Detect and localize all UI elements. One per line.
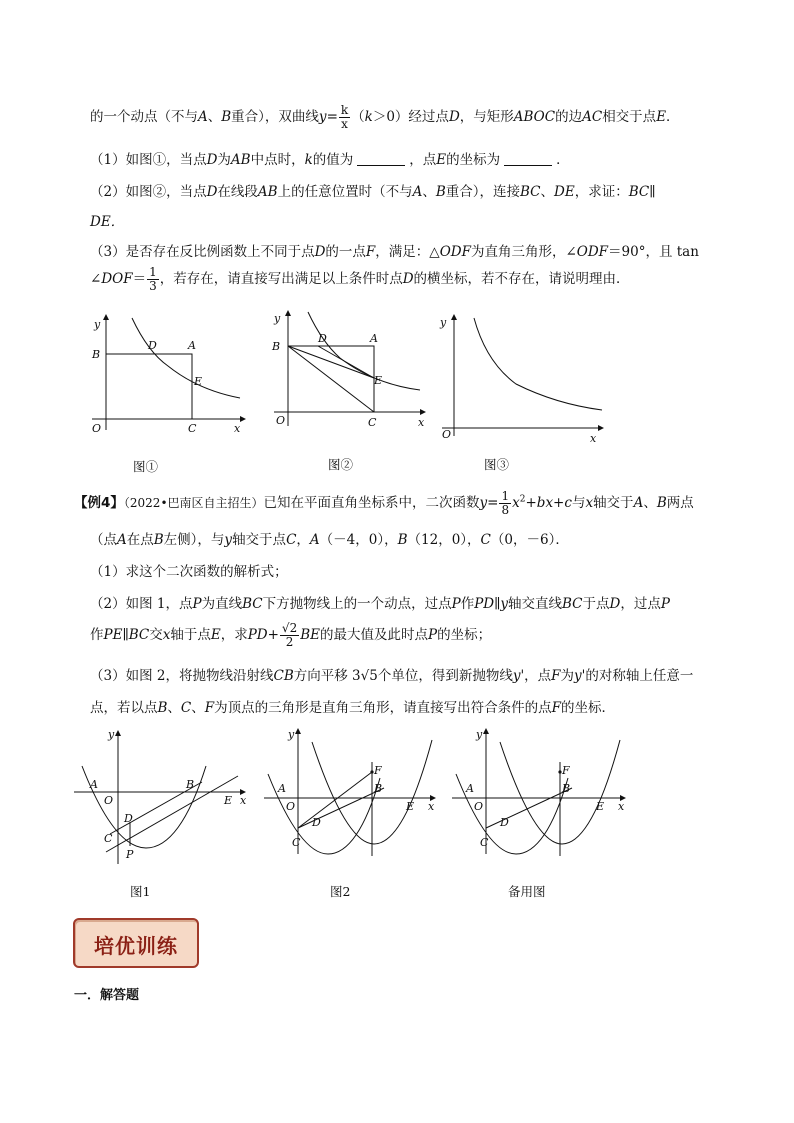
figure-2-caption: 图②	[328, 457, 354, 472]
svg-text:y: y	[274, 312, 281, 325]
svg-text:D: D	[124, 812, 133, 825]
svg-text:B: B	[562, 782, 571, 795]
fraction-k-over-x: $\frac{k}{x}$	[340, 103, 349, 131]
figure-1-diagram	[88, 312, 248, 434]
example-4-figure-3-caption: 备用图	[508, 884, 546, 899]
svg-text:E: E	[374, 374, 383, 387]
figure-3-diagram	[436, 312, 608, 444]
svg-text:y: y	[288, 728, 295, 741]
svg-text:A: A	[466, 782, 474, 795]
svg-text:P: P	[126, 848, 134, 861]
svg-text:D: D	[500, 816, 509, 829]
svg-text:O: O	[286, 800, 296, 813]
svg-text:x: x	[590, 432, 597, 444]
svg-text:x: x	[418, 416, 425, 429]
example-4-figure-1-caption: 图1	[130, 884, 151, 899]
figure-1-caption: 图①	[133, 459, 159, 474]
svg-text:C: C	[104, 832, 113, 845]
question-3: （3）是否存在反比例函数上不同于点D的一点F，满足：△ODF为直角三角形，∠ODF＝90°，且 tan	[90, 244, 699, 260]
answer-blank	[504, 151, 552, 166]
training-badge-label: 培优训练	[94, 934, 178, 958]
svg-text:x: x	[428, 800, 435, 813]
figure-3-caption: 图③	[484, 457, 510, 472]
question-2-cont: DE．	[90, 214, 125, 230]
svg-text:O: O	[276, 414, 286, 427]
fraction-one-eighth: $\frac{1}{8}$	[501, 489, 510, 517]
svg-text:E: E	[406, 800, 415, 813]
svg-text:y: y	[476, 728, 483, 741]
svg-text:x: x	[234, 422, 241, 434]
example-4-line-2: （点A在点B左侧），与y轴交于点C，A（－4，0），B（12，0），C（0，－6）．	[90, 532, 569, 548]
svg-text:O: O	[104, 794, 114, 807]
question-3-cont: ∠DOF＝ $\frac{1}{3}$ ，若存在，请直接写出满足以上条件时点D的横坐标，若不存在，请说明理由．	[90, 265, 630, 293]
svg-text:F: F	[374, 764, 382, 777]
svg-text:E: E	[596, 800, 605, 813]
example-4-question-1: （1）求这个二次函数的解析式；	[90, 564, 288, 580]
svg-text:O: O	[474, 800, 484, 813]
svg-text:x: x	[240, 794, 247, 807]
svg-text:B: B	[92, 348, 101, 361]
svg-text:C: C	[188, 422, 197, 434]
example-4-question-3-cont: 点，若以点B、C、F为顶点的三角形是直角三角形，请直接写出符合条件的点F的坐标．	[90, 700, 616, 716]
svg-text:O: O	[442, 428, 452, 441]
svg-text:D: D	[148, 339, 157, 352]
svg-text:x: x	[618, 800, 625, 813]
example-4-question-3: （3）如图 2，将抛物线沿射线CB方向平移 3√5个单位，得到新抛物线y'，点F为y'的对称轴上任意一	[90, 668, 694, 684]
training-badge	[73, 918, 199, 968]
answer-blank	[357, 151, 405, 166]
svg-text:B: B	[272, 340, 281, 353]
svg-text:A: A	[90, 778, 98, 791]
example-4-figure-1	[74, 730, 250, 870]
svg-text:C: C	[292, 836, 301, 849]
figure-2-diagram	[268, 308, 430, 432]
example-4-figure-2-caption: 图2	[330, 884, 351, 899]
svg-text:O: O	[92, 422, 102, 434]
example-4-question-2: （2）如图 1，点P为直线BC下方抛物线上的一个动点，过点P作PD∥y轴交直线BC于点D，过点P	[90, 596, 670, 612]
svg-text:E: E	[224, 794, 233, 807]
example-4-question-2-cont: 作PE∥BC交x轴于点E，求PD+ $\frac{√2}{2}$ BE的最大值及此时点P的坐标；	[90, 621, 492, 649]
example-4-figure-3	[450, 728, 630, 858]
svg-text:y: y	[440, 316, 447, 329]
svg-text:A: A	[278, 782, 286, 795]
svg-text:F: F	[562, 764, 570, 777]
section-heading: 一．解答题	[74, 988, 140, 1003]
example-4-figure-2	[262, 728, 440, 858]
svg-text:C: C	[368, 416, 377, 429]
svg-text:B: B	[186, 778, 195, 791]
svg-text:D: D	[318, 332, 327, 345]
svg-text:C: C	[480, 836, 489, 849]
svg-text:D: D	[312, 816, 321, 829]
svg-text:y: y	[108, 730, 115, 741]
question-2: （2）如图②，当点D在线段AB上的任意位置时（不与A、B重合），连接BC、DE，求证：BC∥	[90, 184, 656, 200]
fraction-one-third: $\frac{1}{3}$	[149, 265, 157, 293]
svg-text:A: A	[188, 339, 196, 352]
fraction-sqrt2-over-2: $\frac{√2}{2}$	[281, 621, 298, 649]
svg-text:B: B	[374, 782, 383, 795]
example-4-line-1: 【例4】（2022•巴南区自主招生）已知在平面直角坐标系中，二次函数y= $\frac{1}{8}$ $x^2+bx+c$与x轴交于A、B两点	[74, 489, 694, 517]
svg-text:y: y	[94, 318, 101, 331]
question-1: （1）如图①，当点D为AB中点时，k的值为 ，点E的坐标为 ．	[90, 152, 570, 168]
problem-line-1: 的一个动点（不与A、B重合），双曲线y= $\frac{k}{x}$ （k＞0）经过点D，与矩形ABOC的边AC相交于点E．	[90, 103, 680, 131]
svg-text:A: A	[370, 332, 378, 345]
svg-text:E: E	[194, 375, 203, 388]
